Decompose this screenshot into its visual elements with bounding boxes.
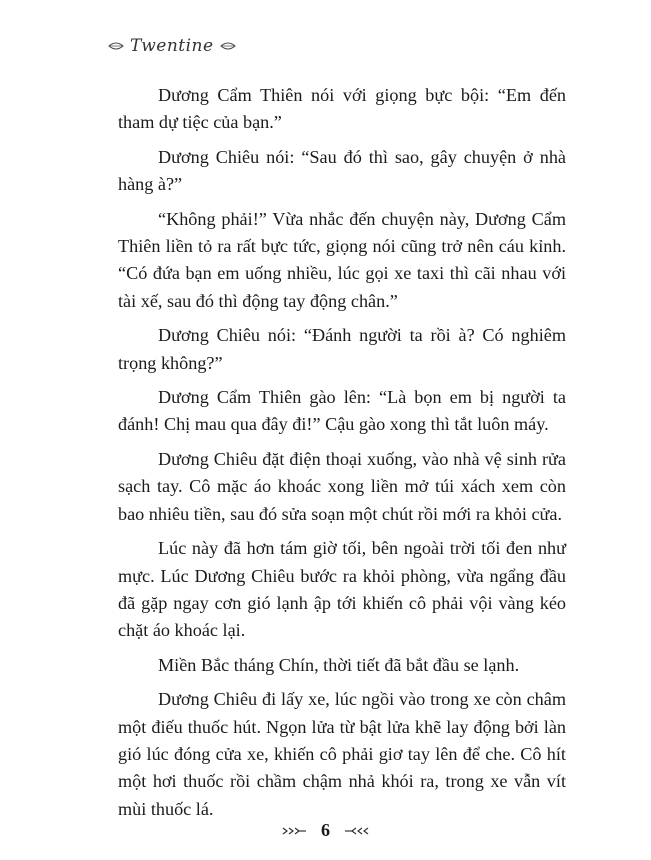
paragraph: Miền Bắc tháng Chín, thời tiết đã bắt đầu se lạnh.	[158, 654, 520, 675]
page-footer	[0, 820, 651, 841]
paragraph: Dương Chiêu đi lấy xe, lúc ngồi vào trong xe còn châm một điếu thuốc hút. Ngọn lửa từ bật lửa khẽ lay động bởi làn gió lúc đóng cửa xe, khiến cô phải giơ tay lên để che. Cô hít một hơi thuốc rồi chầm chậm nhả khói ra, trong xe vẫn vít mùi thuốc lá.	[118, 689, 566, 819]
page-body-text	[118, 82, 566, 830]
paragraph: Dương Cẩm Thiên nói với giọng bực bội: “Em đến tham dự tiệc của bạn.”	[118, 85, 566, 133]
header-logo: Twentine	[130, 36, 214, 56]
arrow-ornament-left-icon	[281, 826, 307, 836]
leaf-ornament-icon	[220, 41, 236, 51]
paragraph: Dương Chiêu nói: “Đánh người ta rồi à? Có nghiêm trọng không?”	[118, 325, 566, 373]
paragraph: “Không phải!” Vừa nhắc đến chuyện này, Dương Cẩm Thiên liền tỏ ra rất bực tức, giọng nói cũng trở nên cáu kỉnh. “Có đứa bạn em uống nhiều, lúc gọi xe taxi thì cãi nhau với tài xế, sau đó thì động tay động chân.”	[118, 208, 566, 311]
arrow-ornament-right-icon	[344, 826, 370, 836]
leaf-ornament-icon	[108, 41, 124, 51]
page-number: 6	[321, 820, 330, 840]
page-header	[108, 36, 236, 56]
paragraph: Lúc này đã hơn tám giờ tối, bên ngoài trời tối đen như mực. Lúc Dương Chiêu bước ra khỏi phòng, vừa ngẩng đầu đã gặp ngay cơn gió lạnh ập tới khiến cô phải vội vàng kéo chặt áo khoác lại.	[118, 538, 566, 641]
paragraph: Dương Chiêu nói: “Sau đó thì sao, gây chuyện ở nhà hàng à?”	[118, 146, 566, 195]
paragraph: Dương Cẩm Thiên gào lên: “Là bọn em bị người ta đánh! Chị mau qua đây đi!” Cậu gào xong thì tắt luôn máy.	[118, 387, 566, 435]
paragraph: Dương Chiêu đặt điện thoại xuống, vào nhà vệ sinh rửa sạch tay. Cô mặc áo khoác xong liền mở túi xách xem còn bao nhiêu tiền, sau đó sửa soạn một chút rồi mới ra khỏi cửa.	[118, 448, 566, 524]
